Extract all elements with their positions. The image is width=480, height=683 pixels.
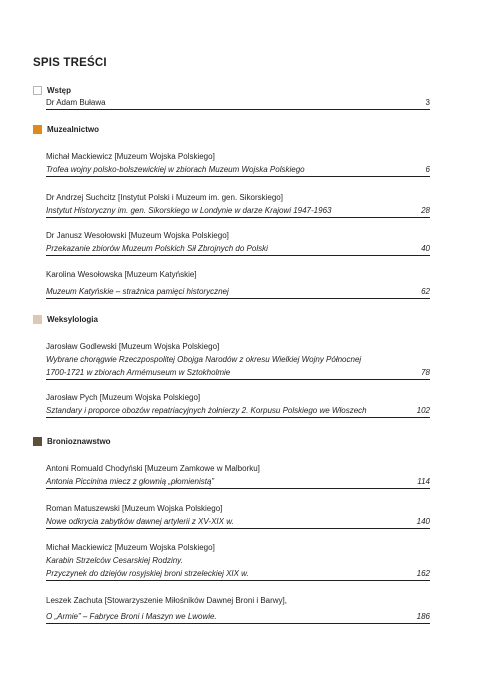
entry-title: Przekazanie zbiorów Muzeum Polskich Sił Zbrojnych do Polski [46, 244, 268, 253]
entry-title: 1700-1721 w zbiorach Armémuseum w Sztokholmie [46, 368, 231, 377]
section-header-bronioznawstwo [33, 436, 111, 447]
entry-author: Dr Janusz Wesołowski [Muzeum Wojska Polskiego] [46, 231, 229, 240]
entry-author: Leszek Zachuta [Stowarzyszenie Miłośników Dawnej Broni i Barwy], [46, 596, 287, 605]
entry-author: Dr Adam Buława [46, 98, 106, 107]
entry-page-number: 28 [421, 206, 430, 215]
entry-author: Jarosław Godlewski [Muzeum Wojska Polskiego] [46, 342, 220, 351]
entry-page-number: 78 [421, 368, 430, 377]
page-title: SPIS TREŚCI [33, 57, 107, 69]
entry-author: Antoni Romuald Chodyński [Muzeum Zamkowe w Malborku] [46, 464, 260, 473]
entry-page-number: 162 [416, 569, 430, 578]
section-swatch [33, 125, 42, 134]
entry-title: O „Armie” – Fabryce Broni i Maszyn we Lwowie. [46, 612, 217, 621]
section-label: Wstęp [47, 86, 71, 95]
entry-page-number: 114 [417, 477, 430, 486]
toc-entry[interactable] [46, 191, 430, 218]
entry-title: Antonia Piccinina miecz z głownią „płomienistą” [46, 477, 215, 486]
toc-entry[interactable] [46, 502, 430, 529]
entry-author: Michał Mackiewicz [Muzeum Wojska Polskiego] [46, 152, 215, 161]
toc-entry[interactable] [46, 268, 430, 299]
entry-page-number: 40 [421, 244, 430, 253]
section-label: Muzealnictwo [47, 125, 100, 134]
section-swatch [33, 437, 42, 446]
entry-title: Trofea wojny polsko-bolszewickiej w zbiorach Muzeum Wojska Polskiego [46, 165, 305, 174]
entry-title: Wybrane chorągwie Rzeczpospolitej Obojga Narodów z okresu Wielkiej Wojny Północnej [46, 355, 362, 364]
entry-author: Dr Andrzej Suchcitz [Instytut Polski i Muzeum im. gen. Sikorskiego] [46, 193, 283, 202]
toc-entry[interactable] [46, 96, 430, 110]
toc-entry[interactable] [46, 594, 430, 624]
entry-title: Sztandary i proporce obozów repatriacyjnych żołnierzy 2. Korpusu Polskiego we Włoszech [46, 406, 367, 415]
entry-author: Roman Matuszewski [Muzeum Wojska Polskiego] [46, 504, 223, 513]
toc-entry[interactable] [46, 229, 430, 256]
section-header-weksylologia [33, 314, 98, 325]
toc-entry[interactable] [46, 391, 430, 418]
entry-title: Muzeum Katyńskie – strażnica pamięci historycznej [46, 287, 229, 296]
toc-entry[interactable] [46, 340, 430, 380]
entry-page-number: 3 [425, 98, 430, 107]
entry-author: Michał Mackiewicz [Muzeum Wojska Polskiego] [46, 543, 215, 552]
entry-page-number: 186 [416, 612, 430, 621]
toc-entry[interactable] [46, 541, 430, 581]
section-header-wstep [33, 85, 71, 96]
entry-title: Przyczynek do dziejów rosyjskiej broni strzeleckiej XIX w. [46, 569, 249, 578]
entry-page-number: 140 [416, 517, 430, 526]
toc-entry[interactable] [46, 150, 430, 177]
entry-page-number: 6 [425, 165, 430, 174]
toc-entry[interactable] [46, 462, 430, 489]
section-header-muzealnictwo [33, 124, 99, 135]
section-swatch [33, 315, 42, 324]
section-label: Bronioznawstwo [47, 437, 111, 446]
entry-author: Karolina Wesołowska [Muzeum Katyńskie] [46, 270, 197, 279]
section-swatch [33, 86, 42, 95]
entry-title: Instytut Historyczny im. gen. Sikorskiego w Londynie w darze Krajowi 1947-1963 [46, 206, 332, 215]
entry-page-number: 102 [416, 406, 430, 415]
section-label: Weksylologia [47, 315, 98, 324]
entry-title: Karabin Strzelców Cesarskiej Rodziny. [46, 556, 183, 565]
entry-author: Jarosław Pych [Muzeum Wojska Polskiego] [46, 393, 201, 402]
entry-title: Nowe odkrycia zabytków dawnej artylerii z XV-XIX w. [46, 517, 234, 526]
entry-page-number: 62 [421, 287, 430, 296]
